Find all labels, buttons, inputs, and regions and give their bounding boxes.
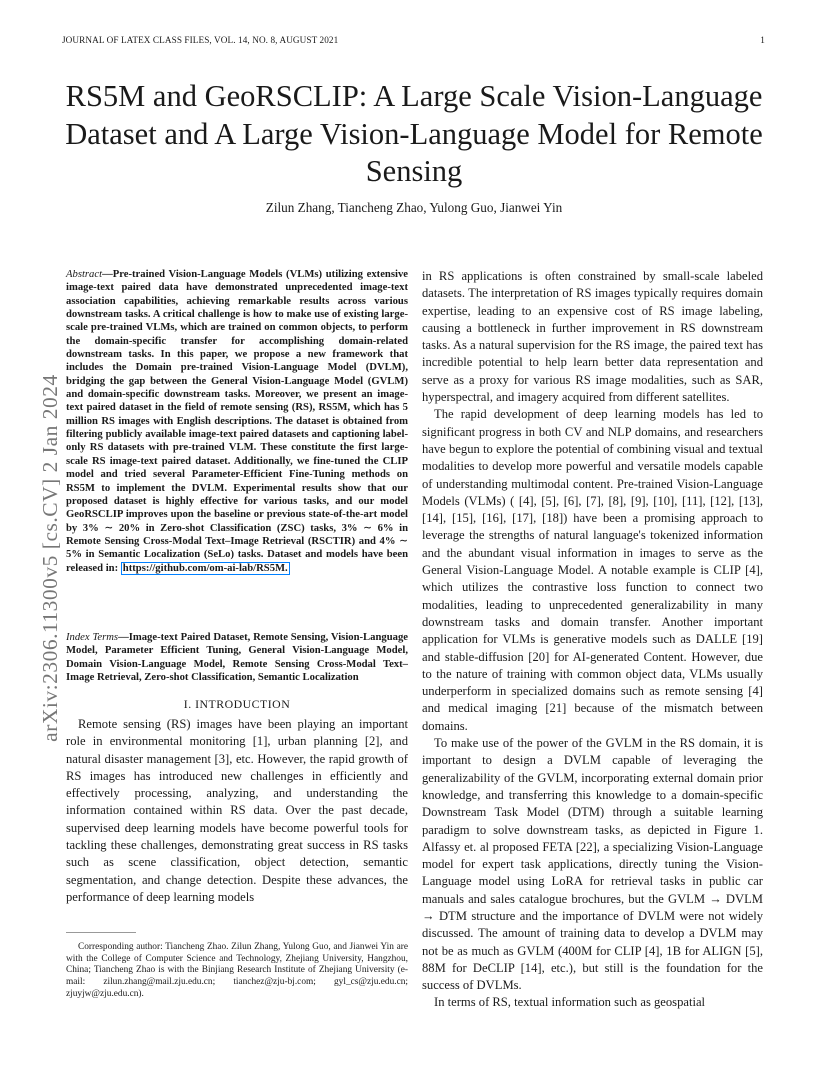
right-column — [422, 268, 763, 1012]
arxiv-stamp: arXiv:2306.11300v5 [cs.CV] 2 Jan 2024 — [38, 374, 62, 742]
right-paragraph-4: In terms of RS, textual information such as geospatial — [434, 995, 706, 1010]
intro-paragraph — [66, 716, 408, 906]
right-paragraph-2: The rapid development of deep learning models has led to significant progress in both CV and NLP domains, and researchers have begun to explore the potential of combining visual and textual modalities to develop more powerful and versatile models capable of understanding multimodal content. Pre-trained Vision-Language Models (VLMs) ( [4], [5], [6], [7], [8], [9], [10], [11], [12], [13], [14], [15], [16], [17], [18]) have been a promising approach to leverage the strengths of natural language's tokenized information and the abundant visual information in images to serve as the General Vision-Language Model. A notable example is CLIP [4], which utilizes the contrastive loss function to connect two modalities, leading to unprecedented generalizability in many downstream tasks and domain transfer. Another important application for VLMs is generative models such as DALLE [19] and stable-diffusion [20] for AI-generated Content. However, due to the nature of training with common object data, VLMs usually underperform in specialized domains such as remote sensing [4] and medical imaging [21] because of the mismatch between domains. — [422, 407, 763, 733]
abstract — [66, 268, 408, 575]
index-terms-label: Index Terms — [66, 632, 119, 643]
right-paragraph-3: To make use of the power of the GVLM in the RS domain, it is important to design a DVLM capable of leveraging the generalizability of the GVLM, incorporating external domain prior knowledge, and transferring this knowledge to a domain-specific Downstream Task Model (DTM) through a suitable learning paradigm to solve downstream tasks, as depicted in Figure 1. Alfassy et. al proposed FETA [22], a specializing Vision-Language model for expert task applications, directly tuning the Vision-Language model using LoRA for retrieval tasks in public car manuals and sales catalogue brochures, but the GVLM → DVLM → DTM structure and the importance of DVLM were not widely discussed. The amount of training data to develop a DVLM may not be as much as GVLM (400M for CLIP [4], 1B for ALIGN [5], 88M for DeCLIP [14], etc.), but still is the foundation for the success of DVLMs. — [422, 736, 763, 993]
running-header: JOURNAL OF LATEX CLASS FILES, VOL. 14, NO. 8, AUGUST 2021 — [62, 35, 339, 45]
index-terms — [66, 631, 408, 684]
footnote-rule — [66, 932, 136, 933]
right-paragraph-1: in RS applications is often constrained by small-scale labeled datasets. The interpretation of RS images typically requires domain expertise, leading to an expensive cost of RS image labeling, causing a bottleneck in further improvement in RS downstream tasks. As a natural supervision for the RS image, the paired text has incredible potential to help learn better data representation and serve as a proxy for various RS image modalities, such as SAR, hyperspectral, and imagery acquired from different satellites. — [422, 269, 763, 405]
section-heading: I. INTRODUCTION — [183, 697, 291, 711]
index-terms-text: —Image-text Paired Dataset, Remote Sensing, Vision-Language Model, Parameter Efficient Tuning, General Vision-Language Model, Domain Vision-Language Model, Remote Sensing Cross-Modal Text–Image Retrieval, Zero-shot Classification, Semantic Localization — [66, 632, 408, 684]
abstract-label: Abstract — [66, 269, 103, 280]
author-list: Zilun Zhang, Tiancheng Zhao, Yulong Guo, Jianwei Yin — [265, 200, 563, 215]
abstract-text: —Pre-trained Vision-Language Models (VLMs) utilizing extensive image-text paired data have demonstrated unprecedented image-text association capabilities, achieving remarkable results across various downstream tasks. A critical challenge is how to make use of existing large-scale pre-trained VLMs, which are trained on common objects, to perform the domain-specific transfer for accomplishing domain-related downstream tasks. In this paper, we propose a new framework that includes the Domain pre-trained Vision-Language Model (DVLM), bridging the gap between the General Vision-Language Model (GVLM) and domain-specific downstream tasks. Moreover, we present an image-text paired dataset in the field of remote sensing (RS), RS5M, which has 5 million RS images with English descriptions. The dataset is obtained from filtering publicly available image-text paired datasets and captioning label-only RS datasets with pre-trained VLM. These constitute the first large-scale RS image-text paired dataset. Additionally, we fine-tuned the CLIP model and tried several Parameter-Efficient Fine-Tuning methods on RS5M to implement the DVLM. Experimental results show that our proposed dataset is highly effective for various tasks, and our model GeoRSCLIP improves upon the baseline or previous state-of-the-art model by 3% ∼ 20% in Zero-shot Classification (ZSC) tasks, 3% ∼ 6% in Remote Sensing Cross-Modal Text–Image Retrieval (RSCTIR) and 4% ∼ 5% in Semantic Localization (SeLo) tasks. Dataset and models have been released in: — [66, 269, 408, 574]
paper-title: RS5M and GeoRSCLIP: A Large Scale Vision-Language Dataset and A Large Vision-Language Model for Remote Sensing — [65, 79, 763, 188]
footnote: Corresponding author: Tiancheng Zhao. Zilun Zhang, Yulong Guo, and Jianwei Yin are with the College of Computer Science and Technology, Zhejiang University, Hangzhou, China; Tiancheng Zhao is with the Binjiang Research Institute of Zhejiang University (e-mail: zilun.zhang@mail.zju.edu.cn; tianchez@zju-bj.com; gyl_cs@zju.edu.cn; zjuyjw@zju.edu.cn). — [66, 942, 408, 999]
dataset-link[interactable]: https://github.com/om-ai-lab/RS5M. — [122, 562, 288, 574]
intro-text: Remote sensing (RS) images have been playing an important role in environmental monitoring [1], urban planning [2], and natural disaster management [3], etc. However, the rapid growth of RS images has introduced new challenges in efficiently and effectively processing, analyzing, and understanding the information contained within RS data. Over the past decade, supervised deep learning models have become powerful tools for tackling these challenges, demonstrating great success in RS tasks such as scene classification, object detection, semantic segmentation, and change detection. Despite these advances, the performance of deep learning models — [66, 717, 408, 904]
page-number: 1 — [760, 35, 765, 45]
